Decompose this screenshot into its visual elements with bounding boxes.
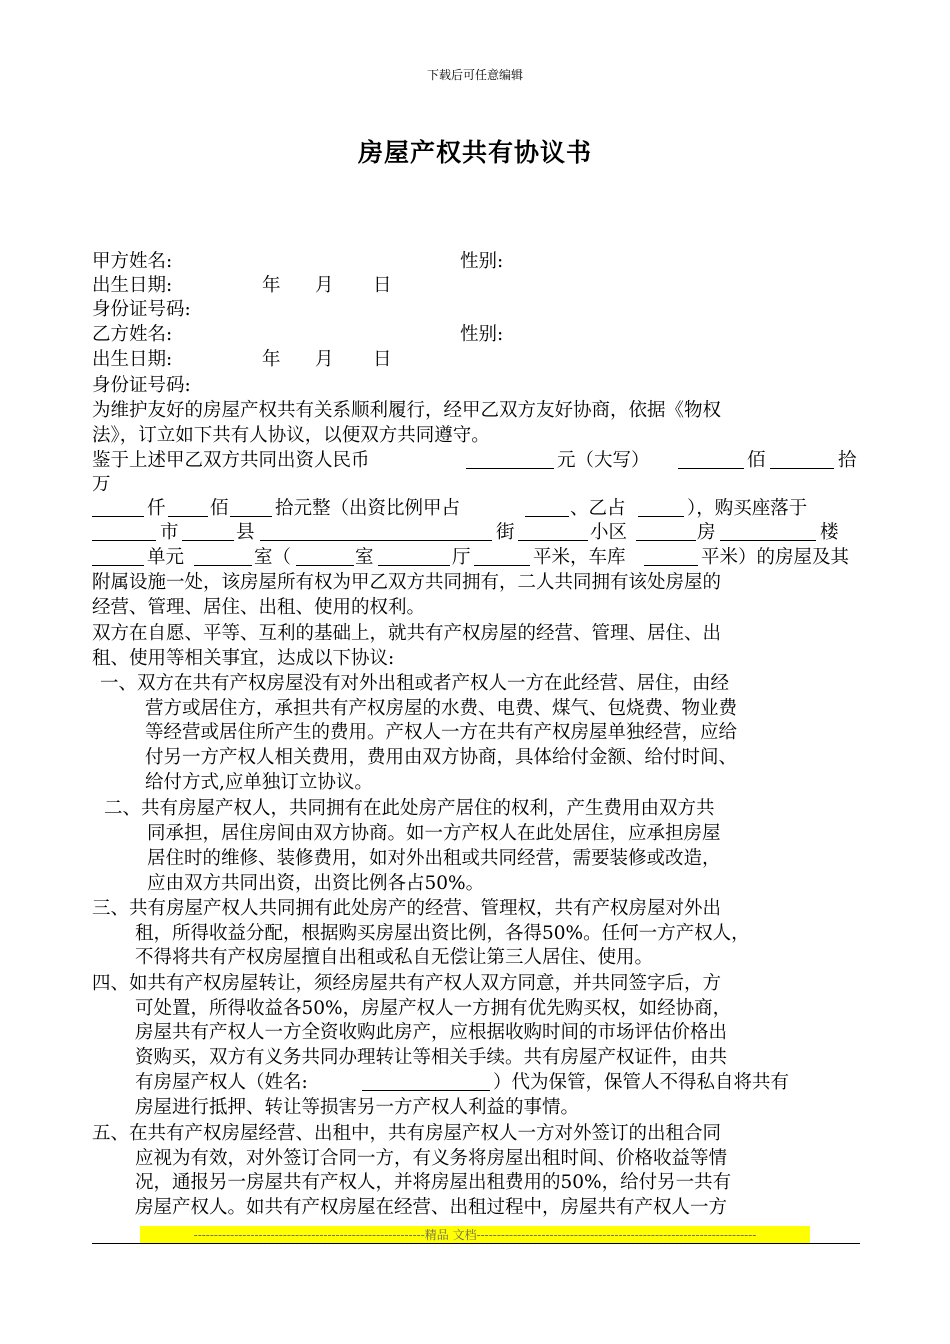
text-line: 房屋进行抵押、转让等损害另一方产权人利益的事情。 (135, 1097, 580, 1118)
text-line: 年 (262, 349, 281, 370)
text-line: 性别: (460, 324, 504, 345)
qian-blank[interactable] (168, 498, 208, 517)
text-line: 、乙占 (570, 498, 626, 519)
text-line: 资购买，双方有义务共同办理转让等相关手续。共有房屋产权证件，由共 (135, 1047, 728, 1068)
footer-divider (92, 1243, 860, 1244)
text-line: 经营、管理、居住、出租、使用的权利。 (92, 597, 426, 618)
room-blank[interactable] (194, 547, 252, 566)
text-line: ）代为保管，保管人不得私自将共有 (493, 1072, 790, 1093)
text-line: 乙方姓名: (92, 324, 173, 345)
document-title: 房屋产权共有协议书 (357, 138, 592, 167)
text-line: 同承担，居住房间由双方协商。如一方产权人在此处居住，应承担房屋 (147, 823, 721, 844)
text-line: 为维护友好的房屋产权共有关系顺利履行，经甲乙双方友好协商，依据《物权 (92, 400, 722, 421)
text-line: 室（ (254, 547, 292, 568)
text-line: 附属设施一处，该房屋所有权为甲乙双方共同拥有，二人共同拥有该处房屋的 (92, 572, 722, 593)
building-blank[interactable] (720, 522, 816, 541)
house-blank[interactable] (636, 522, 696, 541)
area-blank[interactable] (474, 547, 530, 566)
unit-blank[interactable] (92, 547, 144, 566)
text-line: 营方或居住方，承担共有产权房屋的水费、电费、煤气、包烧费、物业费 (145, 698, 738, 719)
text-line: 厅 (452, 547, 471, 568)
hall-blank[interactable] (378, 547, 450, 566)
text-line: 出生日期: (92, 349, 173, 370)
text-line: 有房屋产权人（姓名: (135, 1072, 308, 1093)
text-line: 法》，订立如下共有人协议，以便双方共同遵守。 (92, 425, 490, 446)
text-line: 日 (373, 275, 392, 296)
text-line: 房屋共有产权人一方全资收购此房产，应根据收购时间的市场评估价格出 (135, 1022, 728, 1043)
amount-blank[interactable] (466, 450, 554, 469)
street-blank[interactable] (260, 522, 492, 541)
text-line: 应由双方共同出资，出资比例各占50%。 (147, 873, 485, 894)
text-line: 二、共有房屋产权人，共同拥有在此处房产居住的权利，产生费用由双方共 (104, 798, 715, 819)
text-line: 平米）的房屋及其 (701, 547, 850, 568)
text-line: 应视为有效，对外签订合同一方，有义务将房屋出租时间、价格收益等情 (135, 1148, 728, 1169)
wan-blank[interactable] (92, 498, 144, 517)
community-blank[interactable] (518, 522, 588, 541)
text-line: 单元 (147, 547, 185, 568)
text-line: 房屋产权人。如共有产权房屋在经营、出租过程中，房屋共有产权人一方 (135, 1197, 728, 1218)
text-line: 室 (355, 547, 374, 568)
custodian-name-blank[interactable] (362, 1072, 490, 1091)
text-line: 双方在自愿、平等、互利的基础上，就共有产权房屋的经营、管理、居住、出 (92, 623, 722, 644)
page-header: 下载后可任意编辑 (426, 68, 523, 82)
bedroom-blank[interactable] (296, 547, 354, 566)
text-line: 月 (315, 349, 334, 370)
text-line: 鉴于上述甲乙双方共同出资人民币 (92, 450, 370, 471)
ten-blank[interactable] (770, 450, 834, 469)
text-line: 县 (236, 522, 255, 543)
text-line: 日 (373, 349, 392, 370)
footer-banner: ---------------------------------------------------------精品 文档--------------------------------------------------------------------- (140, 1226, 810, 1244)
text-line: 身份证号码: (92, 299, 191, 320)
text-line: 给付方式,应单独订立协议。 (145, 772, 373, 793)
text-line: 租、使用等相关事宜，达成以下协议: (92, 648, 395, 669)
text-line: 平米，车库 (533, 547, 626, 568)
text-line: 等经营或居住所产生的费用。产权人一方在共有产权房屋单独经营，应给 (145, 722, 738, 743)
text-line: 仟 (147, 498, 166, 519)
text-line: 楼 (820, 522, 839, 543)
text-line: 出生日期: (92, 275, 173, 296)
text-line: 不得将共有产权房屋擅自出租或私自无偿让第三人居住、使用。 (135, 947, 654, 968)
party-b-ratio-blank[interactable] (638, 498, 684, 517)
garage-area-blank[interactable] (644, 547, 698, 566)
text-line: 三、共有房屋产权人共同拥有此处房产的经营、管理权，共有产权房屋对外出 (92, 898, 722, 919)
text-line: ），购买座落于 (687, 498, 808, 519)
text-line: 街 (496, 522, 515, 543)
text-line: 月 (315, 275, 334, 296)
party-a-ratio-blank[interactable] (525, 498, 569, 517)
text-line: 甲方姓名: (92, 251, 173, 272)
text-line: 佰 (210, 498, 229, 519)
text-line: 可处置，所得收益各50%，房屋产权人一方拥有优先购买权，如经协商， (135, 998, 732, 1019)
text-line: 元（大写） (557, 450, 650, 471)
text-line: 拾 (838, 450, 857, 471)
text-line: 付另一方产权人相关费用，费用由双方协商，具体给付金额、给付时间、 (145, 747, 738, 768)
text-line: 佰 (747, 450, 766, 471)
text-line: 五、在共有产权房屋经营、出租中，共有房屋产权人一方对外签订的出租合同 (92, 1123, 722, 1144)
hundred-blank[interactable] (678, 450, 744, 469)
text-line: 居住时的维修、装修费用，如对外出租或共同经营，需要装修或改造， (147, 848, 721, 869)
county-blank[interactable] (182, 522, 234, 541)
text-line: 况，通报另一房屋共有产权人，并将房屋出租费用的50%，给付另一共有 (135, 1172, 732, 1193)
text-line: 性别: (460, 251, 504, 272)
text-line: 一、双方在共有产权房屋没有对外出租或者产权人一方在此经营、居住，由经 (100, 673, 730, 694)
city-blank[interactable] (92, 522, 156, 541)
text-line: 拾元整（出资比例甲占 (275, 498, 461, 519)
text-line: 万 (92, 474, 111, 495)
bai-blank[interactable] (230, 498, 272, 517)
text-line: 年 (262, 275, 281, 296)
text-line: 身份证号码: (92, 375, 191, 396)
text-line: 市 (160, 522, 179, 543)
text-line: 四、如共有产权房屋转让，须经房屋共有产权人双方同意，并共同签字后，方 (92, 973, 722, 994)
text-line: 小区 (590, 522, 628, 543)
text-line: 房 (697, 522, 716, 543)
text-line: 租，所得收益分配，根据购买房屋出资比例，各得50%。任何一方产权人， (135, 923, 750, 944)
